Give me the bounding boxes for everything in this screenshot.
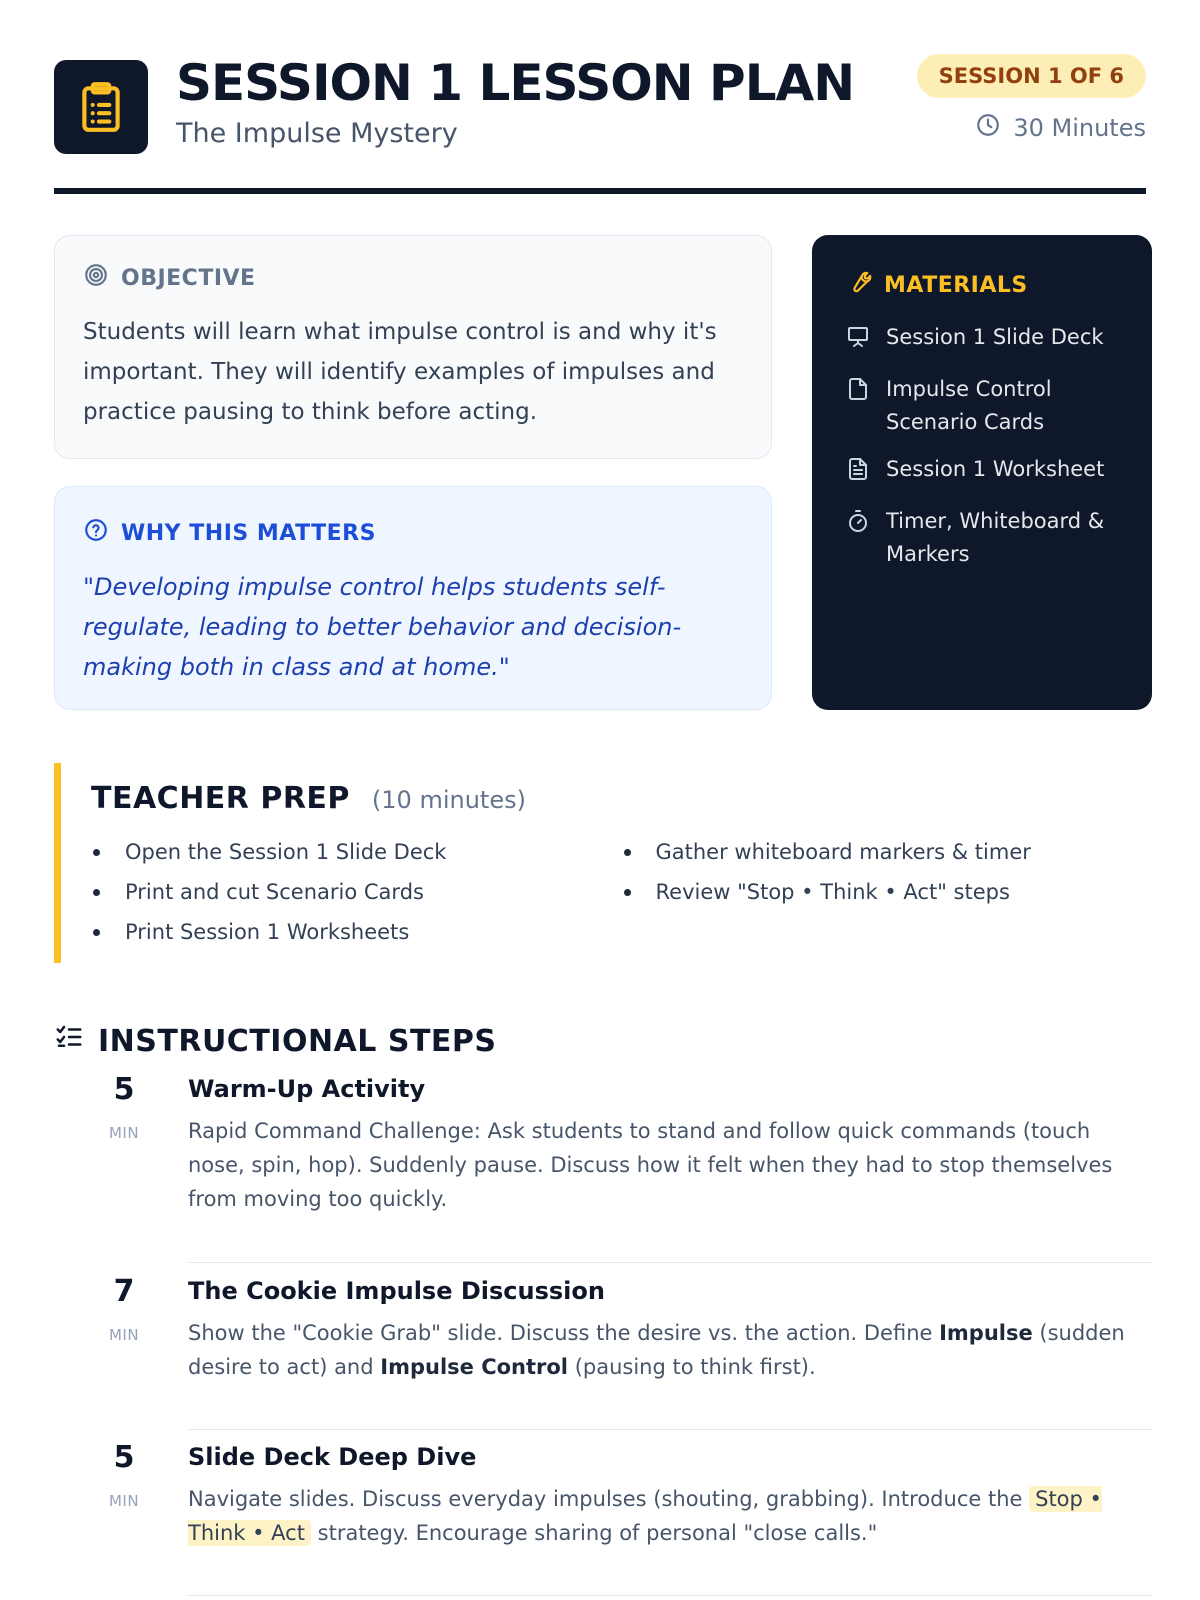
why-heading-text: WHY THIS MATTERS [121, 520, 376, 546]
step-unit: MIN [108, 1492, 140, 1510]
timer-icon [846, 505, 872, 571]
step-title: Slide Deck Deep Dive [188, 1443, 477, 1471]
material-item [846, 373, 1118, 439]
teacher-prep-columns [91, 832, 1152, 952]
why-card [54, 486, 772, 710]
step-divider [188, 1595, 1152, 1596]
prep-item: Open the Session 1 Slide Deck [91, 832, 622, 872]
materials-heading [846, 269, 1118, 301]
prep-list-right [622, 832, 1153, 952]
objective-heading [83, 262, 743, 294]
material-label: Timer, Whiteboard & Markers [886, 509, 1105, 566]
step-divider [188, 1262, 1152, 1263]
step-description [188, 1316, 1152, 1384]
header-divider [54, 188, 1146, 194]
prep-list-left [91, 832, 622, 952]
material-item [846, 321, 1118, 359]
clock-icon [975, 112, 1001, 144]
teacher-prep-duration: (10 minutes) [371, 786, 526, 814]
wrench-icon [846, 269, 872, 301]
file-icon [846, 373, 872, 439]
step-body [188, 1274, 1152, 1384]
term-impulse-control: Impulse Control [380, 1355, 569, 1379]
instructional-steps-title: INSTRUCTIONAL STEPS [98, 1023, 497, 1059]
presentation-icon [846, 321, 872, 359]
help-circle-icon [83, 517, 109, 549]
material-item [846, 505, 1118, 571]
file-text-icon [846, 453, 872, 491]
objective-text: Students will learn what impulse control is and why it's important. They will identify examples of impulses and practice pausing to think before acting. [83, 319, 717, 425]
instructional-steps-heading [54, 1022, 497, 1060]
prep-item: Gather whiteboard markers & timer [622, 832, 1153, 872]
teacher-prep-section [54, 763, 1152, 963]
material-label: Session 1 Slide Deck [886, 325, 1104, 349]
teacher-prep-heading [91, 781, 1152, 816]
step-title: Warm-Up Activity [188, 1075, 426, 1103]
prep-item: Print and cut Scenario Cards [91, 872, 622, 912]
list-checks-icon [54, 1022, 84, 1060]
step-minutes: 7 [113, 1274, 135, 1309]
duration-label [975, 112, 1146, 144]
page-header [54, 52, 1146, 192]
step-title: The Cookie Impulse Discussion [188, 1277, 605, 1305]
teacher-prep-title: TEACHER PREP [91, 781, 350, 816]
material-label: Session 1 Worksheet [886, 457, 1105, 481]
step-desc-part: Navigate slides. Discuss everyday impulses (shouting, grabbing). Introduce the [188, 1487, 1030, 1511]
material-label: Impulse Control Scenario Cards [886, 377, 1052, 434]
materials-list [846, 321, 1118, 571]
page-title: SESSION 1 LESSON PLAN [176, 54, 855, 112]
target-icon [83, 262, 109, 294]
clipboard-list-icon [54, 60, 148, 154]
step-minutes: 5 [113, 1072, 135, 1107]
step-body [188, 1072, 1152, 1216]
step-unit: MIN [108, 1124, 140, 1142]
page-subtitle: The Impulse Mystery [176, 118, 458, 149]
term-impulse: Impulse [939, 1321, 1033, 1345]
why-quote: "Developing impulse control helps students self-regulate, leading to better behavior and decision-making both in class and at home." [83, 573, 682, 681]
objective-card [54, 235, 772, 459]
step-body [188, 1440, 1152, 1550]
step-desc-part: (pausing to think first). [568, 1355, 816, 1379]
step-description [188, 1482, 1152, 1550]
prep-item: Print Session 1 Worksheets [91, 912, 622, 952]
prep-item: Review "Stop • Think • Act" steps [622, 872, 1153, 912]
objective-heading-text: OBJECTIVE [121, 265, 256, 291]
step-minutes: 5 [113, 1440, 135, 1475]
step-unit: MIN [108, 1326, 140, 1344]
step-desc-part: strategy. Encourage sharing of personal "close calls." [310, 1521, 878, 1545]
step-divider [188, 1429, 1152, 1430]
materials-card [812, 235, 1152, 710]
step-description: Rapid Command Challenge: Ask students to stand and follow quick commands (touch nose, spin, hop). Suddenly pause. Discuss how it felt when they had to stop themselves from moving too quickly. [188, 1119, 1113, 1211]
material-item [846, 453, 1118, 491]
strategy-highlight: Stop • Think • Act [188, 1487, 1102, 1545]
duration-text: 30 Minutes [1013, 114, 1146, 142]
why-heading [83, 517, 743, 549]
step-desc-part: (sudden desire to act) and [188, 1321, 1125, 1379]
step-desc-part: Show the "Cookie Grab" slide. Discuss the desire vs. the action. Define [188, 1321, 940, 1345]
session-badge: SESSION 1 OF 6 [917, 54, 1146, 98]
materials-heading-text: MATERIALS [884, 272, 1028, 298]
